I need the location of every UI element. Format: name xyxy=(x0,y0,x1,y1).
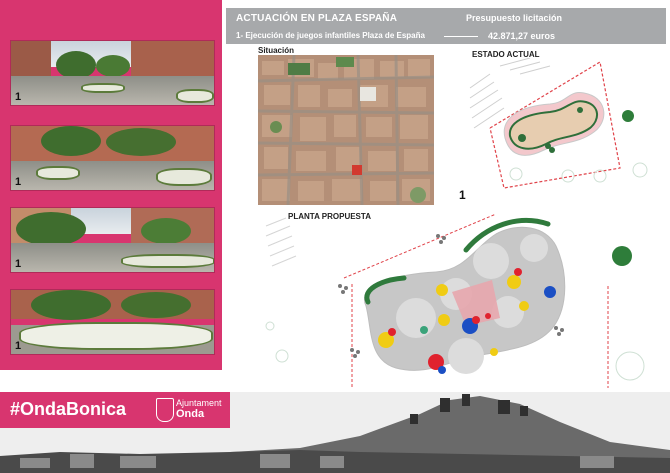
situacion-label: Situación xyxy=(258,46,295,55)
plaza-photo-4 xyxy=(10,289,215,355)
aerial-map-graphic xyxy=(258,55,434,205)
aerial-map xyxy=(258,55,434,205)
photo-panel xyxy=(0,0,222,370)
photo-number: 1 xyxy=(15,91,22,103)
map-number: 1 xyxy=(459,188,466,202)
photo-number: 1 xyxy=(15,258,22,270)
plaza-photo-1 xyxy=(10,40,215,106)
org-name-line2: Onda xyxy=(176,408,205,420)
photo-number: 1 xyxy=(15,176,22,188)
budget-divider xyxy=(444,36,478,37)
project-subtitle: 1- Ejecución de juegos infantiles Plaza de España xyxy=(236,31,425,40)
page-title: ACTUACIÓN EN PLAZA ESPAÑA xyxy=(236,13,398,24)
budget-value: 42.871,27 euros xyxy=(488,31,556,41)
town-shield-icon xyxy=(156,398,174,422)
plaza-photo-3 xyxy=(10,207,215,273)
title-bar xyxy=(226,8,666,44)
estado-actual-label: ESTADO ACTUAL xyxy=(472,50,540,59)
brand-hashtag: #OndaBonica xyxy=(10,399,127,419)
brand-bar xyxy=(0,392,230,428)
planta-propuesta-label: PLANTA PROPUESTA xyxy=(288,212,371,221)
proposed-plan xyxy=(256,206,666,390)
plaza-photo-2 xyxy=(10,125,215,191)
budget-label: Presupuesto licitación xyxy=(466,13,563,23)
org-name-line1: Ajuntament xyxy=(176,398,222,408)
current-state-plan xyxy=(460,58,666,198)
photo-number: 1 xyxy=(15,340,22,352)
